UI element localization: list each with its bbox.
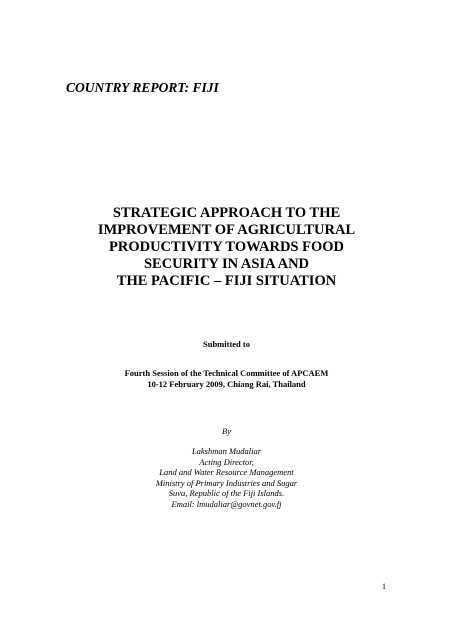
session-date-line: 10-12 February 2009, Chiang Rai, Thailand	[147, 378, 306, 389]
session-line: Fourth Session of the Technical Committee of APCAEM	[124, 368, 329, 378]
session-info	[0, 368, 453, 389]
author-department: Land and Water Resource Management	[159, 467, 294, 478]
author-location: Suva, Republic of the Fiji Islands.	[168, 488, 285, 499]
author-block	[0, 446, 453, 510]
submitted-to-label: Submitted to	[203, 339, 250, 349]
title-line: STRATEGIC APPROACH TO THE	[112, 205, 341, 221]
country-report-label: COUNTRY REPORT: FIJI	[66, 80, 219, 95]
author-ministry: Ministry of Primary Industries and Sugar	[155, 477, 298, 488]
title-line: PRODUCTIVITY TOWARDS FOOD	[109, 239, 344, 255]
author-title: Acting Director,	[199, 456, 254, 467]
by-label: By	[222, 426, 231, 436]
author-email: Email: lmudaliar@govnet.gov.fj	[171, 498, 282, 509]
title-line: THE PACIFIC – FIJI SITUATION	[116, 273, 337, 289]
author-name: Lakshman Mudaliar	[191, 446, 262, 456]
page-number: 1	[382, 582, 386, 591]
document-title	[0, 205, 453, 290]
title-line: SECURITY IN ASIA AND	[143, 256, 310, 272]
title-line: IMPROVEMENT OF AGRICULTURAL	[97, 222, 356, 238]
